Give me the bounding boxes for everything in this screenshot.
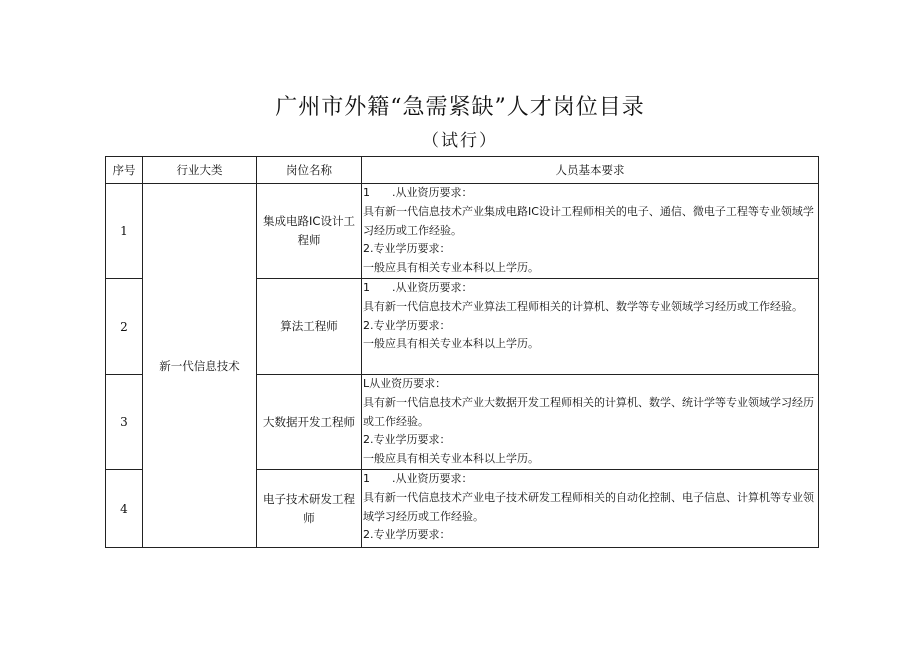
header-requirements: 人员基本要求 (362, 157, 819, 184)
row-number: 3 (106, 375, 143, 470)
requirements-cell (362, 279, 819, 375)
requirement-line: 具有新一代信息技术产业集成电路IC设计工程师相关的电子、通信、微电子工程等专业领域学习经历或工作经验。 (363, 204, 814, 237)
talent-position-table (105, 156, 819, 548)
document-subtitle: （试行） (422, 131, 498, 151)
requirement-line: 2.专业学历要求： (363, 242, 451, 256)
industry-category: 新一代信息技术 (143, 184, 257, 548)
requirement-line: 具有新一代信息技术产业电子技术研发工程师相关的自动化控制、电子信息、计算机等专业领域学习经历或工作经验。 (363, 490, 814, 523)
requirement-line: L从业资历要求： (363, 377, 447, 390)
position-name: 集成电路IC设计工程师 (257, 184, 362, 279)
row-number: 4 (106, 470, 143, 548)
header-index: 序号 (106, 157, 143, 184)
table-header-row (106, 157, 819, 184)
requirement-line: 1 .从业资历要求： (363, 472, 473, 485)
requirements-cell (362, 184, 819, 279)
requirement-line: 2.专业学历要求： (363, 318, 451, 332)
position-name: 算法工程师 (257, 279, 362, 375)
position-name: 电子技术研发工程师 (257, 470, 362, 548)
document-title: 广州市外籍“急需紧缺”人才岗位目录 (275, 95, 645, 120)
requirement-line: 2.专业学历要求： (363, 528, 451, 542)
table-row (106, 184, 819, 279)
requirement-line: 一般应具有相关专业本科以上学历。 (363, 452, 539, 466)
requirements-cell (362, 470, 819, 548)
row-number: 1 (106, 184, 143, 279)
requirement-line: 一般应具有相关专业本科以上学历。 (363, 261, 539, 275)
requirement-line: 具有新一代信息技术产业大数据开发工程师相关的计算机、数学、统计学等专业领域学习经历或工作经验。 (363, 395, 814, 428)
requirement-line: 一般应具有相关专业本科以上学历。 (363, 337, 539, 351)
header-position: 岗位名称 (257, 157, 362, 184)
requirement-line: 1 .从业资历要求： (363, 186, 473, 199)
requirement-line: 2.专业学历要求： (363, 433, 451, 447)
requirements-cell (362, 375, 819, 470)
requirement-line: 具有新一代信息技术产业算法工程师相关的计算机、数学等专业领域学习经历或工作经验。 (363, 299, 803, 313)
position-name: 大数据开发工程师 (257, 375, 362, 470)
header-industry: 行业大类 (143, 157, 257, 184)
row-number: 2 (106, 279, 143, 375)
requirement-line: 1 .从业资历要求： (363, 281, 473, 294)
